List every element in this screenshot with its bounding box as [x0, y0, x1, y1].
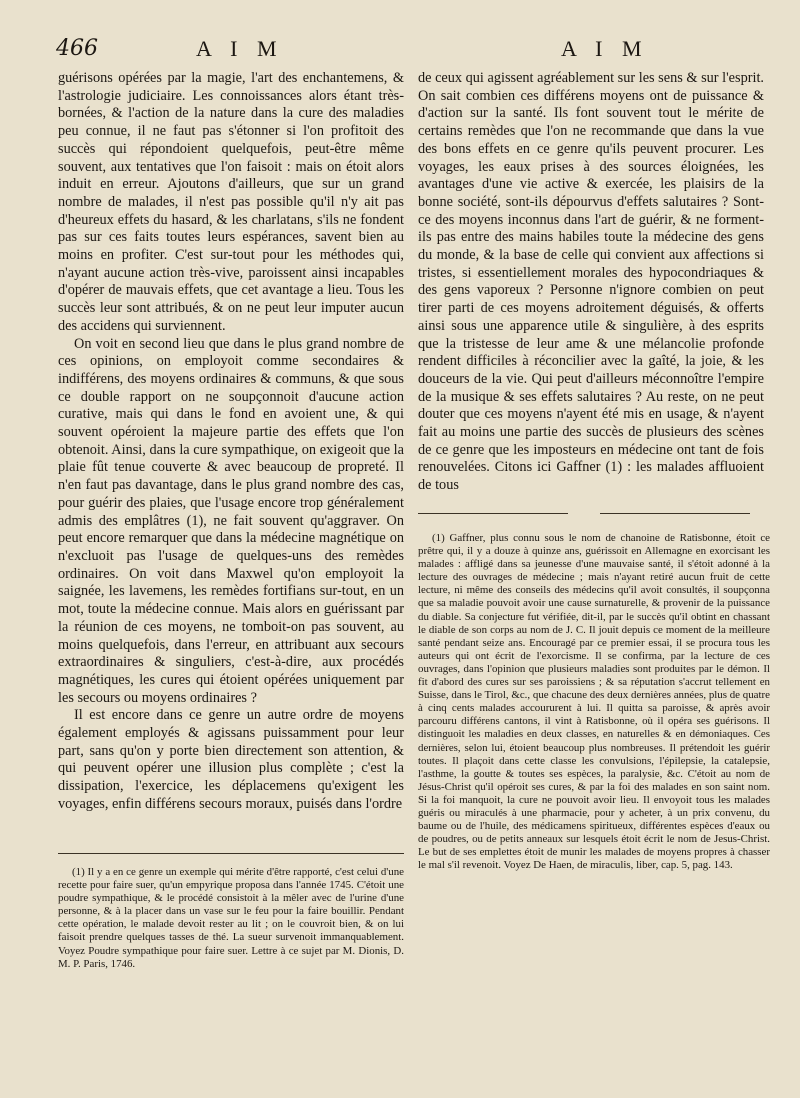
running-head-right: A I M: [561, 36, 649, 61]
paragraph: guérisons opérées par la magie, l'art des enchantemens, & l'astrologie judiciaire. Les connoissances alors étant très-bornées, & l'action de la nature dans la cure des maladies peu connue, il ne faut pas s'étonner si l'on profitoit des succès qui répondoient quelquefois, peut-être même souvent, aux tentatives que l'on faisoit : mais on étoit alors induit en erreur. Ajoutons d'ailleurs, que sur un grand nombre de malades, il n'est pas possible qu'il n'y ait pas d'heureux effets du hasard, & les charlatans, s'ils ne fondent pas sur ces faits toutes leurs espérances, savent bien au moins en profiter. C'est sur-tout pour les méthodes qui, n'ayant aucune action très-vive, paroissent ainsi incapables d'opérer de mauvais effets, que cet avantage a lieu. Tous les succès leur sont attribués, & on ne peut leur imputer aucun des accidens qui surviennent.: [58, 70, 404, 334]
page-number: 466: [56, 36, 98, 61]
page-header: [56, 36, 764, 70]
right-body-text: [418, 70, 764, 495]
paragraph: Il est encore dans ce genre un autre ordre de moyens également employés & agissans puissamment pour leur part, sans qu'on y porte bien directement son attention, & qui peuvent opérer une illusion plus complète ; c'est la dissipation, l'exercice, les déplacemens qu'exigent les voyages, enfin différens secours moraux, puisés dans l'ordre: [58, 707, 404, 812]
right-column: [418, 70, 764, 495]
running-head-left: A I M: [196, 36, 284, 61]
left-column: [58, 70, 404, 814]
paragraph: On voit en second lieu que dans le plus grand nombre de ces opinions, on employoit comme secondaires & indifférens, des moyens ordinaires & communs, & que sous ce double rapport on ne soupçonnoit d'aucune action curative, mais qui dans le fond en avoient une, & qui souvent opéroient la majeure partie des effets que l'on obtenoit. Ainsi, dans la cure sympathique, on exigeoit que la plaie fût tenue couverte & avec beaucoup de propreté. Il n'en faut pas davantage, dans le plus grand nombre des cas, pour guérir des plaies, que l'usage encore trop généralement admis des emplâtres (1), ne fait souvent qu'aggraver. On peut encore remarquer que dans la médecine magnétique on n'excluoit pas l'usage de quelques-uns des remèdes ordinaires. On voit dans Maxwel qu'on employoit la saignée, les lavemens, les remèdes fortifians sur-tout, en un mot, toute la médecine connue. Mais alors en guérissant par la réunion de ces moyens, ne tomboit-on pas souvent, au moins quelquefois, dans l'erreur, en attribuant aux secours extraordinaires & singuliers, c'est-à-dire, aux procédés magnétiques, les cures qui étoient opérées uniquement par les secours ou moyens ordinaires ?: [58, 335, 404, 706]
footnote-text: (1) Gaffner, plus connu sous le nom de chanoine de Ratisbonne, étoit ce prêtre qui, il y a douze à quinze ans, guérissoit en Allemagne en exorcisant les malades : affligé dans sa jeunesse d'une mauvaise santé, il s'étoit adonné à la lecture des ouvrages de médecine ; mais n'ayant retiré aucun fruit de cette lecture, ni même des conseils des médecins qu'il avoit consultés, il soupçonna que sa maladie pouvoit avoir une cause surnaturelle, & provenir de la puissance du diable. Sa conjecture fut vérifiée, dit-il, par le succès qu'il obtint en chassant le diable de son corps au nom de J. C. Il jouit depuis ce moment de la meilleure santé pendant seize ans. Encouragé par ce premier essai, il se procura tous les auteurs qui ont écrit de l'exorcisme. Il se confirma, par la lecture de ces ouvrages, dans l'opinion que plusieurs maladies sont produites par le démon. Il fit d'abord des cures sur ses paroissiens ; & sa réputation s'accrut tellement en Suisse, dans le Tirol, &c., que chacune des deux dernières années, plus de quatre à cinq cents malades accoururent à lui. Il quitta sa paroisse, & après avoir parcouru différens cantons, il vint à Ratisbonne, où il opéra ses guérisons. Il distinguoit les maladies en deux classes, en naturelles & en démoniaques. Ces dernières, selon lui, étoient beaucoup plus nombreuses. Il prétendoit les guérir toutes. Il plaçoit dans cette classe les convulsions, l'épilepsie, la catalepsie, l'asthme, la goutte & toutes ses espèces, la paralysie, &c. C'étoit au nom de Jésus-Christ qu'il opéroit ses cures, & par la foi des malades en son saint nom. Si la foi manquoit, la cure ne pouvoit avoir lieu. Il envoyoit tous les malades guéris ou miraculés à une pharmacie, pour y acheter, à un prix convenu, du baume ou de l'huile, des médicamens spiritueux, différentes espèces d'eaux ou de poudres, ou de petits anneaux sur lesquels étoit écrit le nom de Jesus-Christ. Le but de ses emplettes étoit de munir les malades de moyens propres à chasser le mal s'il revenoit. Voyez De Haen, de miraculis, liber, cap. 5, pag. 143.: [418, 532, 770, 872]
left-body-text: [58, 70, 404, 814]
footnote-divider-right-2: [600, 513, 750, 514]
paragraph: de ceux qui agissent agréablement sur les sens & sur l'esprit. On sait combien ces différens moyens ont de puissance & d'action sur la santé. Ils font souvent tout le mérite de certains remèdes que l'on ne recommande que dans la vue des bons effets en ce genre qu'ils peuvent procurer. Les voyages, les eaux prises à des sources éloignées, les avantages d'une vie active & exercée, les plaisirs de la bonne société, sont-ils dépourvus d'effets salutaires ? Sont-ce des moyens inconnus dans l'art de guérir, & ne forment-ils pas entre des mains habiles toute la médecine des gens du monde, & la base de celle qui convient aux affections si tristes, si essentiellement morales des hypocondriaques & des gens vaporeux ? Personne n'ignore combien on peut tirer parti de ces moyens adroitement déguisés, & offerts ainsi sous une apparence utile & singulière, à des esprits que la tristesse de leur ame & une mélancolie profonde rendent difficiles à réconcilier avec la gaîté, la joie, & les douceurs de la vie. Qui peut d'ailleurs méconnoître l'empire de la musique & ses effets salutaires ? Au reste, on ne peut douter que ces moyens n'ayent été mis en usage, & n'ayent fait au moins une partie des succès de plusieurs des scènes de ce genre que les imposteurs en médecine ont tant de fois renouvelées. Citons ici Gaffner (1) : les malades affluoient de tous: [418, 70, 765, 494]
footnote-right: [418, 532, 770, 872]
footnote-left: [58, 866, 404, 971]
footnote-divider-right: [418, 513, 568, 514]
footnote-text: (1) Il y a en ce genre un exemple qui mérite d'être rapporté, c'est celui d'une recette pour faire suer, qu'un empyrique proposa dans l'année 1745. C'étoit une poudre sympathique, & le procédé consistoit à la mêler avec de l'urine d'une personne, & à la placer dans un vase sur le feu pour la faire bouillir. Pendant cette opération, le malade devoit rester au lit ; on le couvroit bien, & on lui faisoit prendre quelques tasses de thé. La sueur survenoit immanquablement. Voyez Poudre sympathique pour faire suer. Lettre à ce sujet par M. Dionis, D. M. P. Paris, 1746.: [58, 866, 404, 970]
footnote-divider-left: [58, 853, 404, 854]
